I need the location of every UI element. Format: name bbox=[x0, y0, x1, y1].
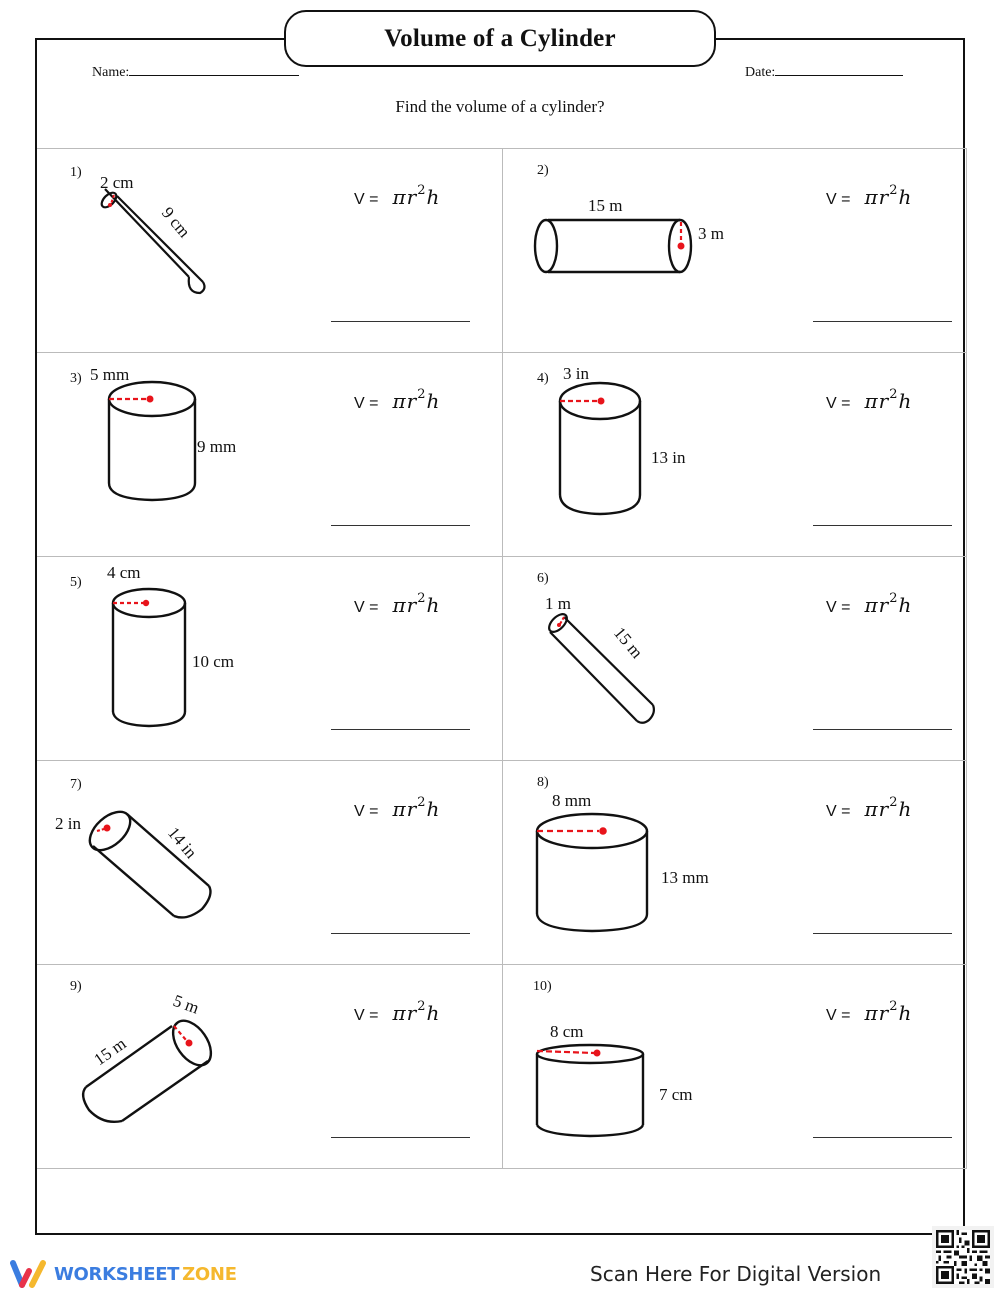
volume-formula: V = $\pi r^2h$ bbox=[826, 999, 913, 1025]
problem-cell-9 bbox=[37, 965, 502, 1169]
answer-line[interactable] bbox=[331, 321, 470, 322]
cylinder-diagram-2 bbox=[503, 149, 968, 353]
volume-formula: V = $\pi r^2h$ bbox=[826, 795, 913, 821]
answer-line[interactable] bbox=[813, 1137, 952, 1138]
scan-caption: Scan Here For Digital Version bbox=[590, 1262, 882, 1286]
problem-number: 9) bbox=[70, 979, 82, 994]
worksheet-zone-logo-icon bbox=[10, 1259, 48, 1289]
answer-line[interactable] bbox=[813, 321, 952, 322]
problem-cell-3 bbox=[37, 353, 502, 557]
problem-cell-10 bbox=[502, 965, 967, 1169]
problem-cell-6 bbox=[502, 557, 967, 761]
name-label: Name: bbox=[92, 65, 130, 80]
problem-number: 3) bbox=[70, 371, 82, 386]
height-label: 15 m bbox=[90, 1033, 130, 1070]
page-title: Volume of a Cylinder bbox=[384, 24, 616, 52]
date-blank[interactable] bbox=[775, 64, 903, 76]
volume-formula: V = $\pi r^2h$ bbox=[354, 999, 441, 1025]
problem-number: 4) bbox=[537, 371, 549, 386]
radius-label: 3 m bbox=[698, 224, 724, 243]
problem-cell-4 bbox=[502, 353, 967, 557]
volume-formula: V = $\pi r^2h$ bbox=[354, 183, 441, 209]
problem-number: 7) bbox=[70, 777, 82, 792]
radius-label: 8 cm bbox=[550, 1022, 584, 1041]
volume-formula: V = $\pi r^2h$ bbox=[354, 795, 441, 821]
answer-line[interactable] bbox=[331, 729, 470, 730]
height-label: 9 mm bbox=[197, 437, 237, 456]
radius-label: 8 mm bbox=[552, 791, 592, 810]
qr-code[interactable] bbox=[932, 1226, 994, 1288]
answer-line[interactable] bbox=[331, 933, 470, 934]
volume-formula: V = $\pi r^2h$ bbox=[826, 591, 913, 617]
problem-number: 8) bbox=[537, 775, 549, 790]
qr-code-icon bbox=[936, 1230, 990, 1284]
radius-label: 3 in bbox=[563, 364, 589, 383]
cylinder-diagram-10 bbox=[503, 965, 968, 1169]
answer-line[interactable] bbox=[813, 933, 952, 934]
height-label: 14 in bbox=[163, 823, 201, 862]
radius-label: 2 in bbox=[55, 814, 81, 833]
problem-number: 6) bbox=[537, 571, 549, 586]
radius-label: 5 m bbox=[170, 990, 202, 1018]
problem-cell-5 bbox=[37, 557, 502, 761]
radius-label: 5 mm bbox=[90, 365, 130, 384]
height-label: 15 m bbox=[609, 623, 647, 662]
name-blank[interactable] bbox=[129, 64, 299, 76]
title-banner bbox=[284, 10, 716, 67]
height-label: 7 cm bbox=[659, 1085, 693, 1104]
cylinder-diagram-3 bbox=[37, 353, 502, 557]
instructions: Find the volume of a cylinder? bbox=[395, 97, 605, 116]
brand-name: WORKSHEET ZONE bbox=[54, 1263, 237, 1285]
answer-line[interactable] bbox=[331, 525, 470, 526]
height-label: 13 mm bbox=[661, 868, 709, 887]
height-label: 9 cm bbox=[157, 203, 195, 242]
height-label: 10 cm bbox=[192, 652, 235, 671]
cylinder-diagram-1 bbox=[37, 149, 502, 353]
cylinder-diagram-4 bbox=[503, 353, 968, 557]
problem-number: 5) bbox=[70, 575, 82, 590]
problem-number: 2) bbox=[537, 163, 549, 178]
height-label: 13 in bbox=[651, 448, 686, 467]
name-field[interactable] bbox=[92, 64, 299, 81]
answer-line[interactable] bbox=[813, 525, 952, 526]
answer-line[interactable] bbox=[813, 729, 952, 730]
cylinder-diagram-9 bbox=[37, 965, 502, 1169]
problem-cell-1 bbox=[37, 149, 502, 353]
radius-label: 1 m bbox=[545, 594, 571, 613]
problem-cell-8 bbox=[502, 761, 967, 965]
cylinder-diagram-5 bbox=[37, 557, 502, 761]
volume-formula: V = $\pi r^2h$ bbox=[354, 387, 441, 413]
volume-formula: V = $\pi r^2h$ bbox=[354, 591, 441, 617]
volume-formula: V = $\pi r^2h$ bbox=[826, 387, 913, 413]
date-field[interactable] bbox=[745, 64, 903, 81]
radius-label: 2 cm bbox=[100, 173, 134, 192]
cylinder-diagram-8 bbox=[503, 761, 968, 965]
problem-number: 10) bbox=[533, 979, 552, 994]
problem-cell-2 bbox=[502, 149, 967, 353]
problem-cell-7 bbox=[37, 761, 502, 965]
cylinder-diagram-6 bbox=[503, 557, 968, 761]
worksheet-zone-logo[interactable] bbox=[10, 1259, 237, 1289]
cylinder-diagram-7 bbox=[37, 761, 502, 965]
height-label: 15 m bbox=[588, 196, 623, 215]
date-label: Date: bbox=[745, 65, 776, 80]
problem-number: 1) bbox=[70, 165, 82, 180]
radius-label: 4 cm bbox=[107, 563, 141, 582]
answer-line[interactable] bbox=[331, 1137, 470, 1138]
problem-grid bbox=[37, 148, 967, 1169]
volume-formula: V = $\pi r^2h$ bbox=[826, 183, 913, 209]
